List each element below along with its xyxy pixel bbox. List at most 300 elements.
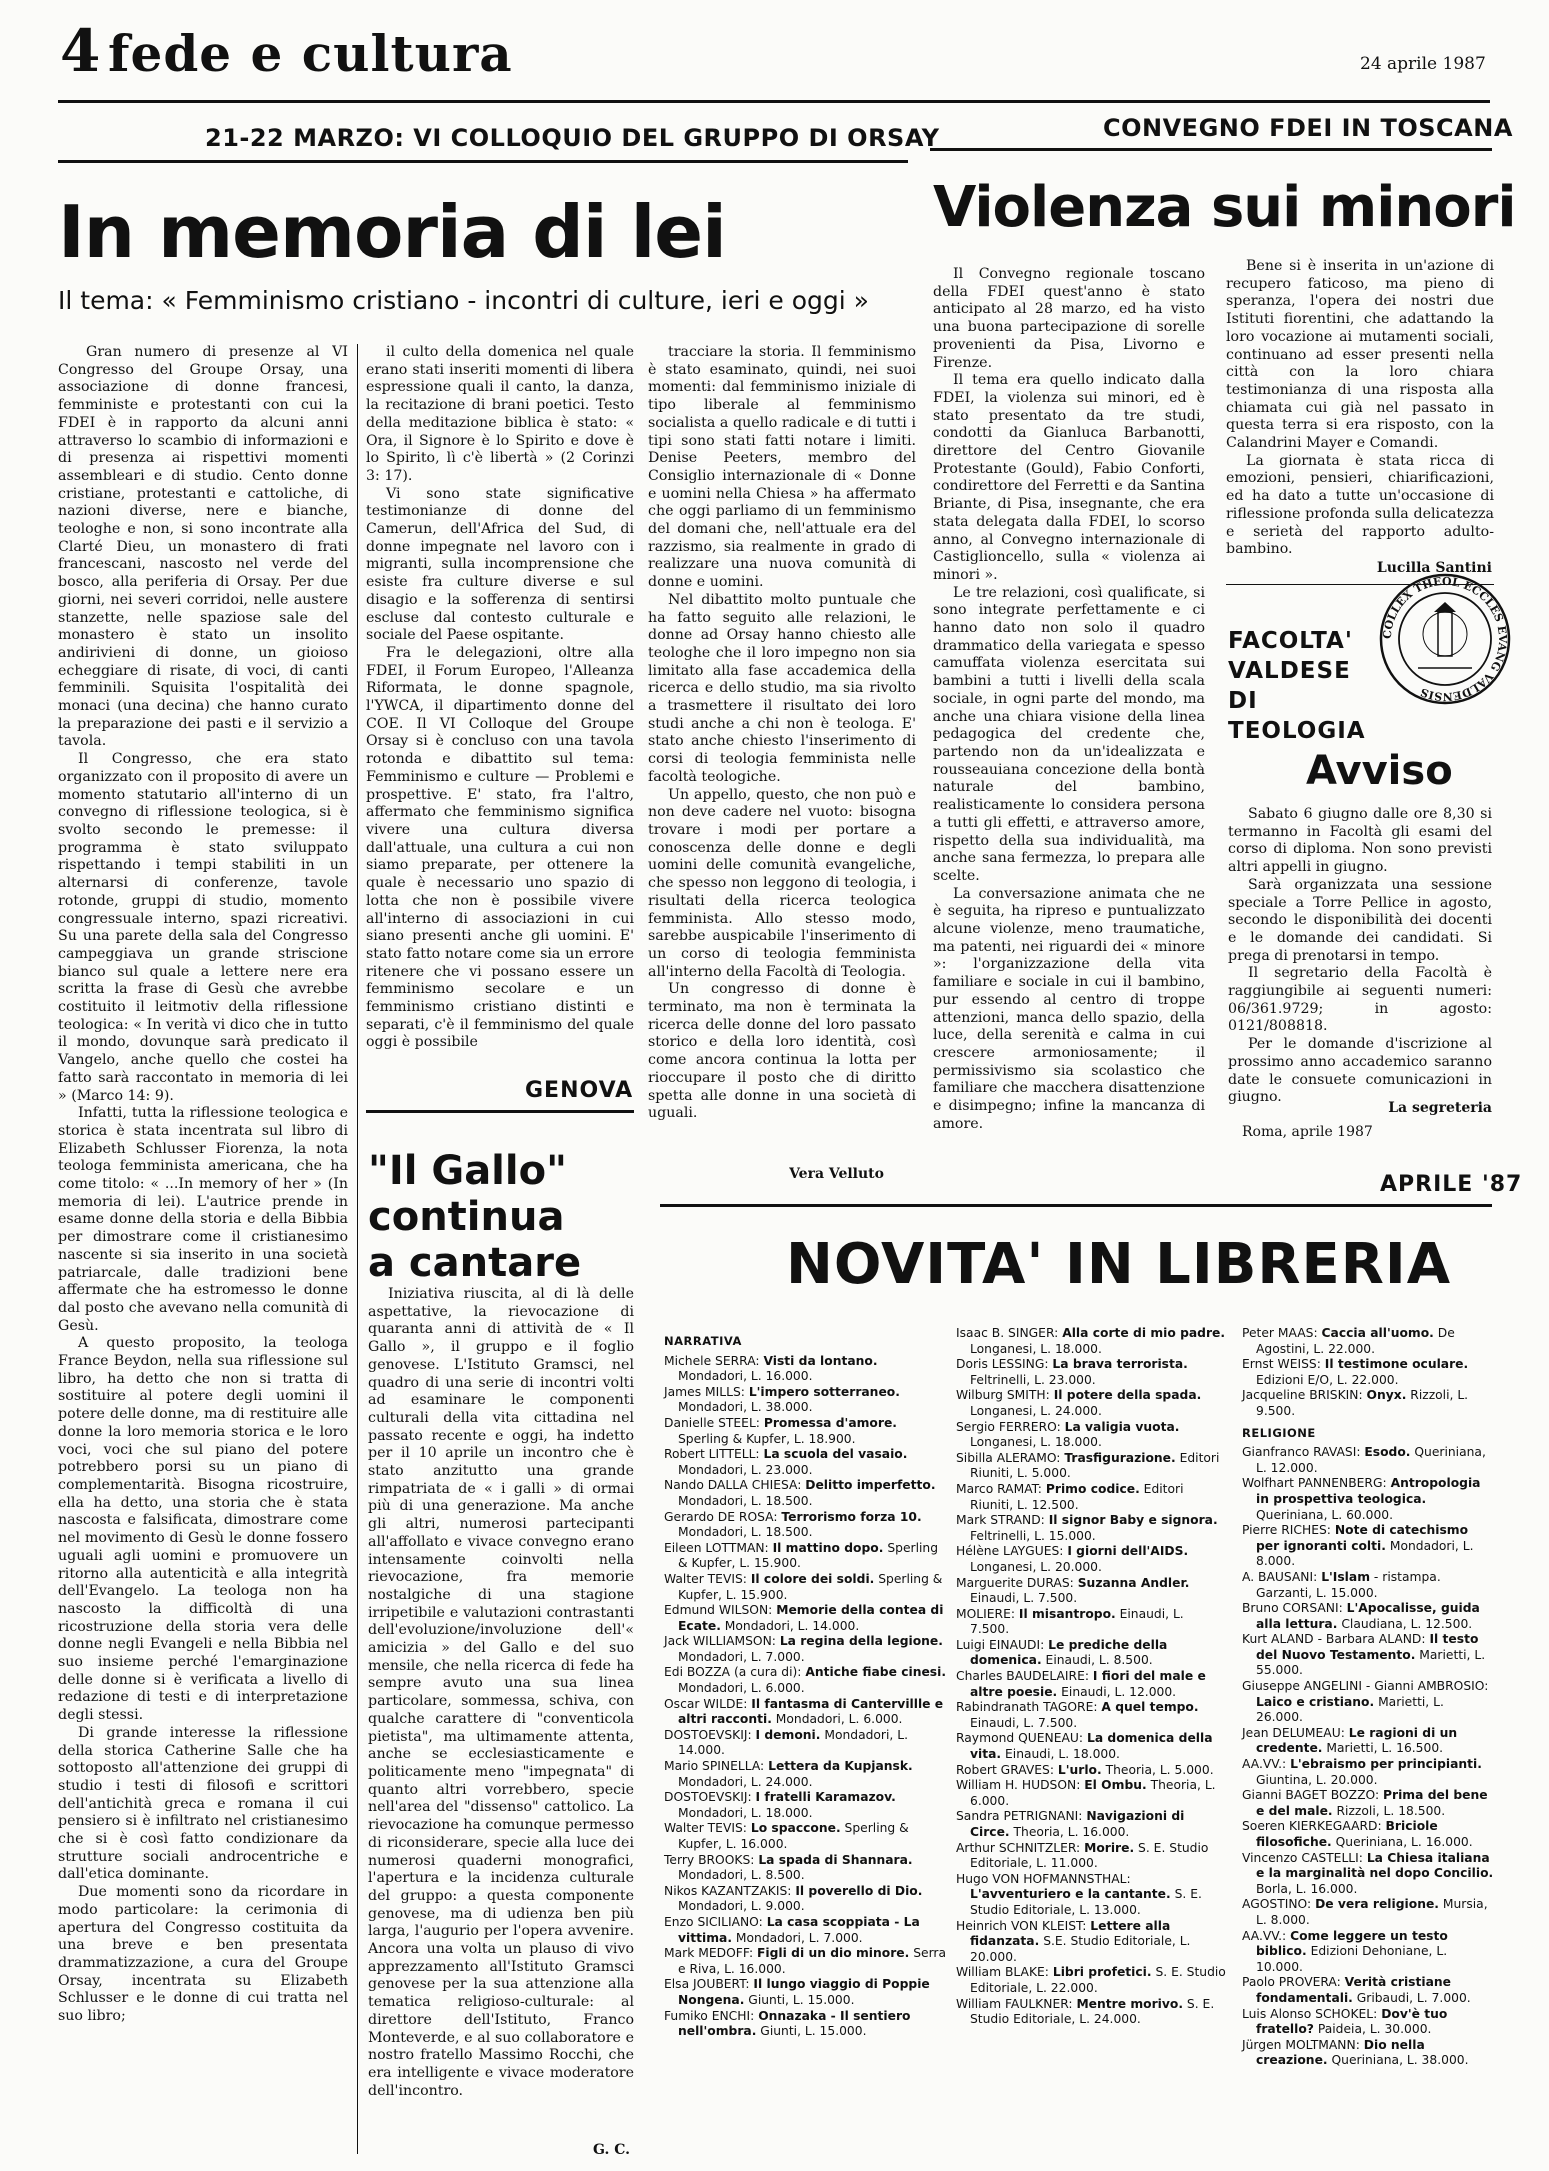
libreria-column-1 — [664, 1332, 946, 2040]
gallo-body — [368, 1286, 634, 2144]
book-entry — [1242, 1819, 1494, 1850]
book-entry — [664, 1759, 946, 1790]
paragraph: Infatti, tutta la riflessione teologica e storica è stata incentrata sul libro di Elizabeth Schlusser Fiorenza, la nota teologa femminista americana, che ha come titolo: « ...In memory of her » (In memoria di lei). L'autrice prende in esame donne della storia e della Bibbia per dimostrare come il cristianesimo nascente si sia inserito in una società patriarcale, dalle tradizioni bene affermate che ha estromesso le donne dal posto che avevano nella comunità di Gesù. — [58, 1105, 348, 1334]
left-article-signature: Vera Velluto — [789, 1166, 884, 1182]
book-publisher-price: Sperling & Kupfer, L. 15.900. — [678, 1571, 943, 1602]
book-title: Promessa d'amore. — [763, 1415, 897, 1430]
paragraph: Un appello, questo, che non può e non deve cadere nel vuoto: bisogna trovare i modi per portare a conoscenza delle donne e degli uomini delle comunità evangeliche, che spesso non leggono di teologia, i risultati della ricerca teologica femminista. Allo stesso modo, sarebbe auspicabile l'inserimento di un corso di teologia femminista all'interno della Facoltà di Teologia. — [648, 786, 916, 980]
violenza-rule — [930, 148, 1492, 151]
book-title: I giorni dell'AIDS. — [1067, 1544, 1189, 1559]
libreria-column-2 — [956, 1326, 1226, 2028]
book-publisher-price: Queriniana, L. 12.000. — [1256, 1445, 1486, 1475]
book-publisher-price: Giunti, L. 15.000. — [756, 2024, 867, 2039]
book-author: A. BAUSANI: — [1242, 1569, 1322, 1584]
book-entry — [664, 1728, 946, 1759]
book-entry — [664, 1385, 946, 1416]
book-publisher-price: S. E. Studio Editoriale, L. 22.000. — [970, 1965, 1226, 1995]
book-entry — [1242, 1679, 1494, 1726]
book-publisher-price: Queriniana, L. 38.000. — [1327, 2053, 1469, 2068]
book-entry — [956, 1841, 1226, 1872]
paragraph: A questo proposito, la teologa France Beydon, nella sua riflessione sul libro, ha detto che non si tratta di sostituire al potere degli uomini il potere delle donne, ma di restituire alle donne la loro memoria storica e le loro voci, voci che sul piano del potere potrebbero porsi su un piano di complementarità. Bisogna ricostruire, ella ha detto, una storia che è stata nascosta e falsificata, dimostrare come nel movimento di Gesù le donne fossero uguali agli uomini e promuovere un ritorno alla autenticità e alla integrità dell'Evangelo. La teologa non ha nascosto la difficoltà di una ricostruzione della storia vera delle donne negli Evangeli e nella Bibbia nel suo insieme perché l'emarginazione delle donne si è verificata a livello di redazione di testi e di interpretazione degli stessi. — [58, 1335, 348, 1724]
book-publisher-price: Longanesi, L. 18.000. — [970, 1435, 1102, 1450]
book-title: Il poverello di Dio. — [795, 1883, 923, 1898]
paragraph: Il Congresso, che era stato organizzato con il proposito di avere un momento statutario all'interno di un convegno di riflessione teologica, si è svolto secondo le premesse: il programma è stato sviluppato rispettando i tempi stabiliti in un alternarsi di conferenze, tavole rotonde, gruppi di studio, momento congressuale interno, spazi ricreativi. Su una parete della sala del Congresso campeggiava un grande striscione bianco sul quale a lettere nere era scritta la frase di Gesù che avrebbe costituito il leitmotiv della riflessione teologica: « In verità vi dico che in tutto il mondo, dovunque sarà predicato il Vangelo, anche quello che costei ha fatto sarà raccontato in memoria di lei » (Marco 14: 9). — [58, 751, 348, 1104]
book-publisher-price: Mondadori, L. 6.000. — [678, 1681, 805, 1696]
book-entry — [1242, 1851, 1494, 1898]
book-title: Navigazioni di Circe. — [970, 1809, 1185, 1839]
book-publisher-price: Mondadori, L. 7.000. — [678, 1649, 805, 1664]
left-article-headline: In memoria di lei — [58, 190, 726, 274]
book-author: William H. HUDSON: — [956, 1778, 1085, 1793]
gallo-signature: G. C. — [593, 2142, 630, 2158]
book-author: AGOSTINO: — [1242, 1897, 1316, 1912]
book-publisher-price: Mondadori, L. 18.000. — [678, 1805, 813, 1820]
book-publisher-price: S.E. Studio Editoriale, L. 20.000. — [970, 1934, 1191, 1964]
book-author: Gianni BAGET BOZZO: — [1242, 1788, 1384, 1803]
book-author: Wolfhart PANNENBERG: — [1242, 1476, 1391, 1491]
left-article-column-2 — [366, 344, 634, 1066]
book-author: Paolo PROVERA: — [1242, 1975, 1345, 1990]
book-author: Michele SERRA: — [664, 1353, 764, 1368]
masthead-rule — [58, 100, 1490, 103]
book-publisher-price: S. E. Studio Editoriale, L. 13.000. — [970, 1887, 1202, 1917]
facolta-title-line: DI — [1228, 688, 1258, 714]
facolta-signature: La segreteria — [1388, 1100, 1492, 1116]
book-author: Sandra PETRIGNANI: — [956, 1809, 1087, 1824]
book-entry — [956, 1607, 1226, 1638]
book-publisher-price: Mondadori, L. 18.500. — [678, 1493, 813, 1508]
book-entry — [664, 1510, 946, 1541]
book-author: Wilburg SMITH: — [956, 1388, 1054, 1403]
book-publisher-price: Feltrinelli, L. 23.000. — [970, 1372, 1096, 1387]
book-author: Eileen LOTTMAN: — [664, 1540, 773, 1555]
book-title: Lo spaccone. — [750, 1821, 841, 1836]
book-entry — [1242, 1476, 1494, 1523]
gallo-rule — [366, 1110, 634, 1113]
book-title: Briciole filosofiche. — [1256, 1819, 1438, 1849]
book-entry — [664, 1790, 946, 1821]
book-author: Heinrich VON KLEIST: — [956, 1918, 1091, 1933]
book-entry — [1242, 1445, 1494, 1476]
book-author: Mark STRAND: — [956, 1513, 1049, 1528]
book-entry — [664, 1416, 946, 1447]
book-title: Le ragioni di un credente. — [1256, 1725, 1458, 1756]
column-divider — [357, 344, 358, 2154]
book-author: Jean DELUMEAU: — [1242, 1725, 1349, 1740]
book-title: La brava terrorista. — [1052, 1357, 1188, 1372]
violenza-signature: Lucilla Santini — [1376, 560, 1492, 576]
category-religione: RELIGIONE — [1242, 1425, 1316, 1440]
book-publisher-price: Mondadori, L. 7.000. — [732, 1930, 863, 1945]
book-publisher-price: Sperling & Kupfer, L. 15.900. — [678, 1540, 938, 1571]
gallo-headline-line: a cantare — [368, 1240, 582, 1286]
book-publisher-price: Mondadori, L. 14.000. — [678, 1727, 908, 1758]
book-author: Pierre RICHES: — [1242, 1523, 1335, 1538]
book-author: Peter MAAS: — [1242, 1326, 1322, 1340]
paragraph: Fra le delegazioni, oltre alla FDEI, il Forum Europeo, l'Alleanza Riformata, le donne spagnole, l'YWCA, il dipartimento donne del COE. Il VI Colloque del Groupe Orsay si è concluso con una tavola rotonda e dibattito sul tema: Femminismo e culture — Problemi e prospettive. E' stato, fra l'altro, affermato che femminismo significa vivere una cultura diversa dall'attuale, una cultura a cui non siamo preparate, per ottenere la quale è necessario uno spazio di lotta che non è possibile vivere all'interno di associazioni in cui siano presenti anche gli uomini. E' stato fatto notare come sia un errore ritenere che vi possano essere un femminismo secolare e un femminismo cristiano distinti e separati, c'è il femminismo del quale oggi è possibile — [366, 644, 634, 1051]
book-title: Laico e cristiano. — [1256, 1694, 1375, 1709]
book-author: Danielle STEEL: — [664, 1415, 764, 1430]
book-publisher-price: Mondadori, L. 6.000. — [771, 1712, 903, 1727]
paragraph: tracciare la storia. Il femminismo è stato esaminato, quindi, nei suoi momenti: dal femminismo iniziale di tipo liberale al femminismo socialista a quello radicale e di tutti i tipi sono stati fatti notare i limiti. Denise Peeters, membro del Consiglio internazionale di « Donne e uomini nella Chiesa » ha affermato che oggi parliamo di un femminismo del domani che, nell'attuale era del razzismo, sia realmente in grado di realizzare una nuova comunità di donne e uomini. — [648, 344, 916, 591]
book-publisher-price: Marietti, L. 16.500. — [1322, 1741, 1444, 1756]
gallo-headline-line: continua — [368, 1194, 565, 1240]
book-publisher-price: Theoria, L. 5.000. — [1101, 1762, 1214, 1777]
book-title: La valigia vuota. — [1064, 1419, 1180, 1434]
book-entry — [664, 1541, 946, 1572]
book-entry — [664, 1478, 946, 1509]
book-author: Mario SPINELLA: — [664, 1759, 769, 1774]
book-author: Jacqueline BRISKIN: — [1242, 1388, 1367, 1403]
book-title: L'Islam — [1321, 1569, 1371, 1584]
book-entry — [1242, 1388, 1494, 1419]
book-author: James MILLS: — [664, 1384, 749, 1399]
book-author: Isaac B. SINGER: — [956, 1326, 1063, 1340]
paragraph: La conversazione animata che ne è seguita, ha ripreso e puntualizzato alcune violenze, meno traumatiche, ma patenti, nei riguardi dei « minore »: l'organizzazione della vita familiare e sociale in cui il bambino, pur essendo al centro di troppe attenzioni, manca dello spazio, della luce, della serenità e calma in cui crescere armoniosamente; il permissivismo sia scolastico che familiare che macchera disattenzione e disimpegno; infine la mancanza di amore. — [933, 885, 1205, 1132]
issue-date: 24 aprile 1987 — [1360, 54, 1486, 74]
left-article-column-1 — [58, 344, 348, 2162]
book-publisher-price: Editori Riuniti, L. 5.000. — [970, 1450, 1220, 1481]
book-entry — [664, 1634, 946, 1665]
book-title: Il testo del Nuovo Testamento. — [1256, 1632, 1479, 1662]
book-entry — [1242, 2038, 1494, 2069]
book-author: Ernst WEISS: — [1242, 1357, 1325, 1372]
book-author: AA.VV.: — [1242, 1757, 1291, 1772]
book-publisher-price: Einaudi, L. 7.500. — [970, 1606, 1184, 1637]
book-publisher-price: Longanesi, L. 20.000. — [970, 1559, 1102, 1574]
book-entry — [956, 1731, 1226, 1762]
book-title: L'avventuriero e la cantante. — [970, 1887, 1171, 1902]
book-author: Giuseppe ANGELINI - Gianni AMBROSIO: — [1242, 1679, 1489, 1694]
book-list — [664, 1354, 946, 2040]
violenza-headline: Violenza sui minori — [933, 175, 1516, 240]
book-entry — [1242, 1929, 1494, 1976]
book-title: I fratelli Karamazov. — [755, 1790, 896, 1805]
book-title: L'ebraismo per principianti. — [1290, 1757, 1482, 1772]
book-title: La casa scoppiata - La vittima. — [678, 1914, 920, 1945]
book-publisher-price: Giunti, L. 15.000. — [744, 1992, 855, 2007]
book-publisher-price: Feltrinelli, L. 15.000. — [970, 1528, 1096, 1543]
paragraph: Di grande interesse la riflessione della storica Catherine Salle che ha sottoposto all'attenzione dei gruppi di studio i testi di filosofi e scrittori dell'antichità greca e romana il cui pensiero si è infiltrato nel cristianesimo che si è così fatto condizionare da strutture sociali androcentriche e dall'etica dominante. — [58, 1724, 348, 1883]
paragraph: Per le domande d'iscrizione al prossimo anno accademico saranno date le consuete comunicazioni in giugno. — [1228, 1036, 1492, 1106]
book-author: William BLAKE: — [956, 1965, 1053, 1980]
book-author: Terry BROOKS: — [664, 1852, 759, 1867]
paragraph: Gran numero di presenze al VI Congresso del Groupe Orsay, una associazione di donne francesi, femministe e protestanti con cui la FDEI è in rapporto da alcuni anni attraverso lo scambio di informazioni e di presenza ai rispettivi momenti assembleari e di studio. Cento donne cristiane, protestanti e cattoliche, di nazioni diverse, nere e bianche, teologhe e non, si sono incontrate alla Clarté Dieu, un monastero di frati francescani, nascosto nel verde del bosco, alla periferia di Orsay. Per due giorni, nei severi corridoi, nelle austere stanzette, nelle spaziose sale del monastero è stato un insolito andirivieni di donne, un gioioso echeggiare di risate, di voci, di canti femminili. Squisita l'ospitalità dei monaci (una decina) che hanno curato la preparazione dei pasti e il servizio a tavola. — [58, 344, 348, 750]
book-author: Fumiko ENCHI: — [664, 2008, 759, 2023]
paragraph: Iniziativa riuscita, al di là delle aspettative, la rievocazione di quaranta anni di attività de « Il Gallo », il gruppo e il foglio genovese. L'Istituto Gramsci, nel quadro di una serie di incontri volti ad esaminare le componenti culturali della vita cittadina nel passato recente e oggi, ha indetto per il 10 aprile un incontro che è stato anzitutto una grande rimpatriata de « i galli » di ormai più di una generazione. Ma anche gli altri, numerosi partecipanti all'affollato e vivace convegno erano intensamente coinvolti nella rievocazione, fra memorie nostalgiche di una stagione irripetibile e valutazioni contrastanti dell'evoluzione/involuzione dell'« amicizia » del Gallo e del suo mensile, che nella ricerca di fede ha sempre avuto una sua linea particolare, sommessa, schiva, con qualche carattere di "conventicola pietista", ma ultimamente attenta, anche se ecclesiasticamente e politicamente meno "impegnata" di quanto altri vorrebbero, specie nell'area del "dissenso" cattolico. La rievocazione ha comunque permesso di riconsiderare, specie alla luce dei numerosi quaderni monografici, l'apertura e la incidenza culturale del gruppo: a questa componente genovese, ma di udienza ben più larga, l'augurio per l'opera avvenire. Ancora una volta un plauso di vivo apprezzamento all'Istituto Gramsci genovese per la sua attenzione alla tematica religioso-culturale: al direttore dell'Istituto, Franco Monteverde, e al suo collaboratore e nostro fratello Massimo Rocchi, che era intelligente e vivace moderatore dell'incontro. — [368, 1286, 634, 2099]
book-title: Visti da lontano. — [763, 1353, 878, 1368]
book-entry — [1242, 1726, 1494, 1757]
book-title: Antiche fiabe cinesi. — [805, 1665, 947, 1680]
book-title: I demoni. — [755, 1727, 821, 1742]
book-entry — [664, 1572, 946, 1603]
book-entry — [664, 1884, 946, 1915]
book-title: Figli di un dio minore. — [757, 1946, 910, 1961]
book-entry — [956, 1357, 1226, 1388]
book-title: Lettera da Kupjansk. — [768, 1759, 913, 1774]
book-publisher-price: Edizioni Dehoniane, L. 10.000. — [1256, 1944, 1448, 1974]
book-title: A quel tempo. — [1101, 1700, 1199, 1715]
book-author: Luigi EINAUDI: — [956, 1637, 1049, 1652]
book-author: Marco RAMAT: — [956, 1481, 1046, 1496]
book-entry — [956, 1544, 1226, 1575]
book-entry — [664, 1853, 946, 1884]
facolta-title-line: VALDESE — [1228, 658, 1351, 684]
gallo-headline-line: "Il Gallo" — [368, 1148, 567, 1194]
book-publisher-price: Einaudi, L. 7.500. — [970, 1715, 1078, 1730]
book-publisher-price: Giuntina, L. 20.000. — [1256, 1772, 1378, 1787]
paragraph: il culto della domenica nel quale erano stati inseriti momenti di libera espressione quali il canto, la danza, la recitazione di brani poetici. Testo della meditazione biblica è stato: « Ora, il Signore è lo Spirito e dove è lo Spirito, lì c'è libertà » (2 Corinzi 3: 17). — [366, 344, 634, 484]
book-title: Il signor Baby e signora. — [1048, 1513, 1218, 1528]
book-title: Alla corte di mio padre. — [1062, 1326, 1226, 1340]
section-title: fede e cultura — [108, 24, 513, 83]
book-author: Rabindranath TAGORE: — [956, 1700, 1102, 1715]
book-author: Nando DALLA CHIESA: — [664, 1478, 806, 1493]
book-publisher-price: Einaudi, L. 18.000. — [1001, 1747, 1120, 1762]
book-title: Terrorismo forza 10. — [781, 1509, 922, 1524]
paragraph: Due momenti sono da ricordare in modo particolare: la cerimonia di apertura del Congresso costituita da una breve e ben presentata drammatizzazione, a cura del Groupe Orsay, incentrata su Elizabeth Schlusser e le donne di cui tratta nel suo libro; — [58, 1884, 348, 2025]
book-publisher-price: Einaudi, L. 7.500. — [970, 1591, 1078, 1606]
facolta-title-line: FACOLTA' — [1228, 628, 1353, 654]
book-title: Delitto imperfetto. — [805, 1478, 936, 1493]
book-author: Oscar WILDE: — [664, 1696, 752, 1711]
left-article-rule — [58, 160, 908, 163]
book-publisher-price: Marietti, L. 26.000. — [1256, 1694, 1444, 1725]
book-title: La Chiesa italiana e la marginalità nel dopo Concilio. — [1256, 1850, 1494, 1881]
book-entry — [664, 1915, 946, 1946]
book-entry — [956, 1997, 1226, 2028]
book-entry — [956, 1700, 1226, 1731]
book-author: Gianfranco RAVASI: — [1242, 1445, 1365, 1460]
book-title: El Ombu. — [1084, 1778, 1147, 1793]
book-author: Sibilla ALERAMO: — [956, 1450, 1065, 1465]
book-title: Libri profetici. — [1052, 1965, 1152, 1980]
paragraph: Le tre relazioni, così qualificate, si sono integrate perfettamente e ci hanno dato non solo il quadro drammatico della variegata e spesso camuffata violenza esercitata sui bambini a tutti i livelli della scala sociale, in ogni parte del mondo, ma anche una chiara visione della linea pedagogica del credente che, partendo non da un'idealizzata e rousseauiana concezione della bontà naturale del bambino, realisticamente lo considera persona a tutti gli effetti, e attraverso amore, rispetto della sua individualità, ma anche sana fermezza, lo prepara alle scelte. — [933, 584, 1205, 884]
gallo-headline — [368, 1148, 581, 1286]
book-author: DOSTOEVSKIJ: — [664, 1727, 756, 1742]
book-entry — [956, 1388, 1226, 1419]
book-publisher-price: Mursia, L. 8.000. — [1256, 1897, 1488, 1927]
book-title: L'urlo. — [1057, 1762, 1102, 1777]
book-title: L'impero sotterraneo. — [748, 1384, 900, 1399]
book-entry — [956, 1326, 1226, 1357]
book-author: Jürgen MOLTMANN: — [1242, 2037, 1364, 2052]
book-publisher-price: Mondadori, L. 23.000. — [678, 1462, 813, 1477]
book-entry — [956, 1778, 1226, 1809]
book-publisher-price: Marietti, L. 55.000. — [1256, 1647, 1486, 1678]
book-title: Memorie della contea di Ecate. — [678, 1603, 944, 1633]
book-title: Primo codice. — [1045, 1481, 1140, 1496]
book-title: Il fantasma di Cantervillle e altri racconti. — [678, 1696, 944, 1727]
book-entry — [956, 1420, 1226, 1451]
book-publisher-price: S. E. Studio Editoriale, L. 11.000. — [970, 1840, 1209, 1871]
book-publisher-price: De Agostini, L. 22.000. — [1256, 1326, 1455, 1356]
book-entry — [956, 1638, 1226, 1669]
book-entry — [956, 1872, 1226, 1919]
book-entry — [1242, 1975, 1494, 2006]
book-publisher-price: Rizzoli, L. 9.500. — [1256, 1388, 1469, 1418]
book-publisher-price: S. E. Studio Editoriale, L. 24.000. — [970, 1996, 1215, 2027]
book-author: Jack WILLIAMSON: — [664, 1634, 780, 1649]
page-number: 4 — [60, 17, 101, 85]
book-author: Gerardo DE ROSA: — [664, 1509, 782, 1524]
book-entry — [664, 1697, 946, 1728]
libreria-tag: APRILE '87 — [1380, 1172, 1523, 1197]
book-publisher-price: Borla, L. 16.000. — [1256, 1881, 1358, 1896]
book-list — [956, 1326, 1226, 2028]
book-title: Come leggere un testo biblico. — [1256, 1928, 1448, 1959]
book-author: Soeren KIERKEGAARD: — [1242, 1819, 1386, 1834]
book-entry — [1242, 1632, 1494, 1679]
book-title: Dio nella creazione. — [1256, 2037, 1425, 2068]
book-publisher-price: Mondadori, L. 18.500. — [678, 1525, 813, 1540]
book-entry — [956, 1669, 1226, 1700]
book-publisher-price: Longanesi, L. 24.000. — [970, 1403, 1102, 1418]
book-title: Prima del bene e del male. — [1256, 1788, 1488, 1818]
seal-text: COLLEX THEOL ECCLES EVANG VALDENSIS — [1380, 574, 1510, 704]
book-entry — [664, 1946, 946, 1977]
book-author: William FAULKNER: — [956, 1996, 1077, 2011]
faculty-seal-logo — [1378, 572, 1512, 706]
book-entry — [664, 1977, 946, 2008]
book-title: Verità cristiane fondamentali. — [1256, 1975, 1451, 2005]
book-author: Raymond QUENEAU: — [956, 1731, 1087, 1746]
book-entry — [956, 1451, 1226, 1482]
book-title: La scuola del vasaio. — [763, 1447, 908, 1462]
book-publisher-price: Gribaudi, L. 7.000. — [1352, 1990, 1471, 2005]
book-publisher-price: Mondadori, L. 38.000. — [678, 1400, 813, 1415]
book-title: La domenica della vita. — [970, 1731, 1213, 1762]
book-list — [1242, 1326, 1494, 1420]
paragraph: Il tema era quello indicato dalla FDEI, la violenza sui minori, ed è stato presentato da tre studi, condotti da Gianluca Barbanotti, direttore del Centro Giovanile Protestante (Gould), Fabio Conforti, condirettore del Ferretti e da Santina Briante, di Pisa, insegnante, che era stata delegata dalla FDEI, lo scorso anno, al Convegno internazionale di Castiglioncello, sulla « violenza ai minori ». — [933, 372, 1205, 583]
book-author: Enzo SICILIANO: — [664, 1914, 767, 1929]
book-entry — [1242, 2007, 1494, 2038]
book-title: Antropologia in prospettiva teologica. — [1256, 1476, 1481, 1506]
book-title: Esodo. — [1364, 1445, 1411, 1460]
book-title: L'Apocalisse, guida alla lettura. — [1256, 1601, 1480, 1631]
book-list — [1242, 1445, 1494, 2069]
paragraph: Sarà organizzata una sessione speciale a Torre Pellice in agosto, secondo le disponibilità dei docenti e le domande dei candidati. Si prega di prenotarsi in tempo. — [1228, 876, 1492, 964]
book-publisher-price: Einaudi, L. 12.000. — [1057, 1684, 1177, 1699]
book-publisher-price: Mondadori, L. 16.000. — [678, 1369, 813, 1384]
avviso-title: Avviso — [1306, 748, 1453, 794]
violenza-column-1 — [933, 266, 1205, 1142]
libreria-column-3 — [1242, 1326, 1494, 2069]
book-author: Walter TEVIS: — [664, 1571, 751, 1586]
book-entry — [1242, 1897, 1494, 1928]
book-author: Sergio FERRERO: — [956, 1419, 1065, 1434]
facolta-title-line: TEOLOGIA — [1228, 718, 1366, 744]
book-author: DOSTOEVSKIJ: — [664, 1790, 756, 1805]
book-entry — [1242, 1757, 1494, 1788]
book-entry — [1242, 1523, 1494, 1570]
paragraph: Nel dibattito molto puntuale che ha fatto seguito alle relazioni, le donne ad Orsay hanno chiesto alle teologhe che il loro impegno non sia limitato alla fase accademica della ricerca e dello studio, ma sia rivolto a trasmettere il risultato dei loro studi anche a chi non è teologa. E' stato anche chiesto l'inserimento di corsi di teologia femminista nelle facoltà teologiche. — [648, 591, 916, 785]
book-title: Caccia all'uomo. — [1321, 1326, 1434, 1340]
book-author: Vincenzo CASTELLI: — [1242, 1850, 1367, 1865]
left-article-kicker: 21-22 MARZO: VI COLLOQUIO DEL GRUPPO DI ORSAY — [205, 124, 940, 152]
book-title: Lettere alla fidanzata. — [970, 1918, 1171, 1949]
book-author: Arthur SCHNITZLER: — [956, 1840, 1085, 1855]
libreria-rule — [660, 1204, 1492, 1207]
book-entry — [1242, 1326, 1494, 1357]
book-author: Edi BOZZA (a cura di): — [664, 1665, 806, 1680]
book-title: Trasfigurazione. — [1064, 1450, 1176, 1465]
book-author: Nikos KAZANTZAKIS: — [664, 1883, 796, 1898]
book-publisher-price: Sperling & Kupfer, L. 18.900. — [678, 1431, 856, 1446]
book-publisher-price: Claudiana, L. 12.500. — [1337, 1616, 1473, 1631]
libreria-headline: NOVITA' IN LIBRERIA — [786, 1232, 1452, 1297]
book-publisher-price: Mondadori, L. 8.000. — [1256, 1538, 1474, 1569]
book-title: Il testimone oculare. — [1324, 1357, 1469, 1372]
book-author: Hélène LAYGUES: — [956, 1544, 1068, 1559]
paragraph: La giornata è stata ricca di emozioni, pensieri, chiarificazioni, ed ha dato a tutte un'occasione di riflessione profonda sulla delicatezza e serietà del rapporto adulto-bambino. — [1226, 452, 1494, 558]
book-publisher-price: Editori Riuniti, L. 12.500. — [970, 1481, 1184, 1512]
book-title: Il potere della spada. — [1053, 1388, 1202, 1403]
book-publisher-price: Theoria, L. 16.000. — [1009, 1825, 1130, 1839]
book-publisher-price: Mondadori, L. 9.000. — [678, 1899, 805, 1914]
paragraph: Un congresso di donne è terminato, ma non è terminata la ricerca delle donne del loro passato storico e della loro identità, così come ancora continua la lotta per rioccupare il posto che di diritto spetta alle donne in una società di uguali. — [648, 981, 916, 1122]
paragraph: Sabato 6 giugno dalle ore 8,30 si termanno in Facoltà gli esami del corso di diploma. Non sono previsti altri appelli in giugno. — [1228, 806, 1492, 876]
book-author: Bruno CORSANI: — [1242, 1601, 1347, 1616]
book-publisher-price: Mondadori, L. 8.500. — [678, 1868, 805, 1883]
book-entry — [664, 1665, 946, 1696]
book-publisher-price: Theoria, L. 6.000. — [970, 1778, 1216, 1808]
book-entry — [664, 2009, 946, 2040]
paragraph: Il Convegno regionale toscano della FDEI quest'anno è stato anticipato al 28 marzo, ed ha visto una buona partecipazione di sorelle provenienti da Pisa, Livorno e Firenze. — [933, 266, 1205, 371]
book-publisher-price: - ristampa. Garzanti, L. 15.000. — [1256, 1569, 1441, 1600]
book-author: Walter TEVIS: — [664, 1821, 751, 1836]
book-entry — [1242, 1788, 1494, 1819]
book-publisher-price: Queriniana, L. 60.000. — [1256, 1507, 1394, 1522]
book-author: MOLIERE: — [956, 1606, 1019, 1621]
book-publisher-price: Queriniana, L. 16.000. — [1331, 1835, 1473, 1849]
paragraph: Vi sono state significative testimonianze di donne del Camerun, dell'Africa del Sud, di donne impegnate nel lavoro con i migranti, sulla incomprensione che esiste fra culture diverse e sul disagio e la sofferenza di sentirsi escluse dal contesto culturale e sociale del Paese ospitante. — [366, 485, 634, 644]
book-title: Onyx. — [1366, 1388, 1407, 1403]
book-author: Kurt ALAND - Barbara ALAND: — [1242, 1632, 1430, 1647]
paragraph: Bene si è inserita in un'azione di recupero faticoso, ma pieno di speranza, l'opera dei nostri due Istituti fiorentini, che adattando la loro vocazione ai mutamenti sociali, continuano ad esser presenti nella città con la loro chiara testimonianza di una risposta alla chiamata cui già nel passato in questa terra si era risposto, con la Calandrini Mayer e Comandi. — [1226, 258, 1494, 452]
book-author: Elsa JOUBERT: — [664, 1977, 754, 1992]
book-entry — [664, 1354, 946, 1385]
book-entry — [664, 1603, 946, 1634]
left-article-subhead: Il tema: « Femminismo cristiano - incontri di culture, ieri e oggi » — [58, 286, 869, 315]
facolta-title — [1228, 626, 1366, 746]
book-publisher-price: Sperling & Kupfer, L. 16.000. — [678, 1821, 909, 1851]
book-entry — [956, 1809, 1226, 1840]
book-title: Il mattino dopo. — [772, 1540, 884, 1555]
book-title: Morire. — [1084, 1840, 1135, 1855]
violenza-kicker: CONVEGNO FDEI IN TOSCANA — [1103, 114, 1513, 142]
book-title: Le prediche della domenica. — [970, 1637, 1168, 1668]
book-publisher-price: Rizzoli, L. 18.500. — [1332, 1803, 1446, 1818]
book-author: Charles BAUDELAIRE: — [956, 1669, 1093, 1684]
book-entry — [956, 1965, 1226, 1996]
book-author: Robert GRAVES: — [956, 1762, 1058, 1777]
left-article-column-3 — [648, 344, 916, 1164]
book-entry — [1242, 1357, 1494, 1388]
book-author: Hugo VON HOFMANNSTHAL: — [956, 1871, 1131, 1886]
book-author: Robert LITTELL: — [664, 1447, 764, 1462]
book-publisher-price: Edizioni E/O, L. 22.000. — [1256, 1372, 1399, 1387]
book-entry — [1242, 1601, 1494, 1632]
book-publisher-price: Einaudi, L. 8.500. — [1041, 1653, 1153, 1668]
book-publisher-price: Serra e Riva, L. 16.000. — [678, 1946, 947, 1976]
book-entry — [664, 1821, 946, 1852]
book-author: Marguerite DURAS: — [956, 1575, 1078, 1590]
book-title: Il colore dei soldi. — [750, 1571, 875, 1586]
book-author: Doris LESSING: — [956, 1357, 1053, 1372]
book-author: Luis Alonso SCHOKEL: — [1242, 2006, 1382, 2021]
book-title: I fiori del male e altre poesie. — [970, 1669, 1206, 1699]
